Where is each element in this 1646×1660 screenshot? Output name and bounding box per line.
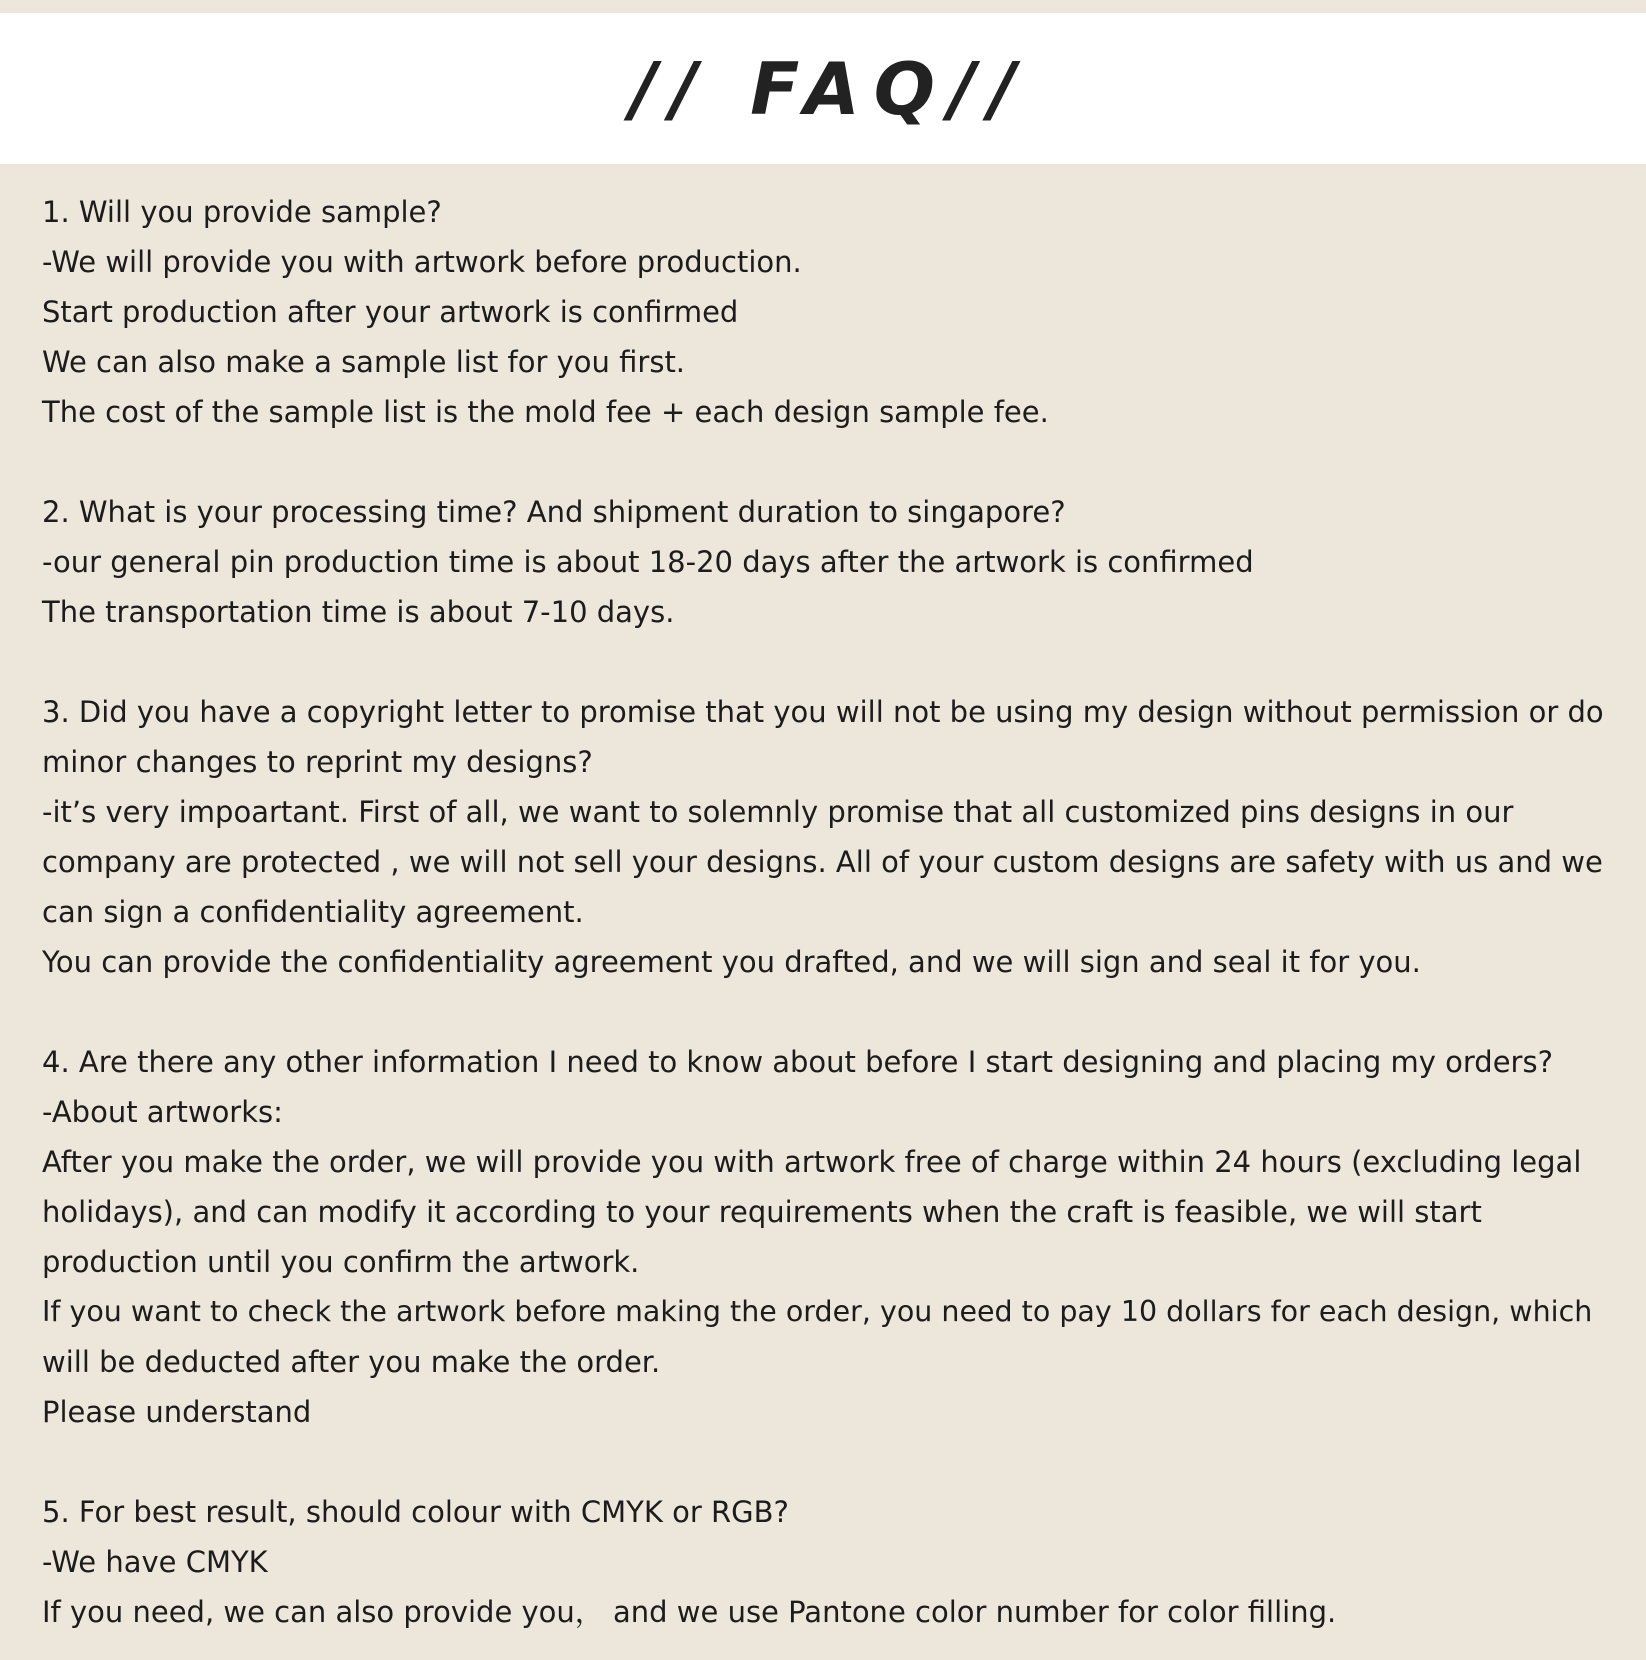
faq-answer-line: If you need, we can also provide you， and we use Pantone color number for color filling. xyxy=(42,1595,1337,1629)
header-banner xyxy=(0,13,1646,164)
faq-item-1 xyxy=(42,187,1607,437)
faq-answer-line: The transportation time is about 7-10 days. xyxy=(42,595,675,629)
faq-answer-line: holidays), and can modify it according to your requirements when the craft is feasible, we will start xyxy=(42,1195,1482,1229)
faq-content xyxy=(42,187,1607,1637)
faq-answer-line: -We will provide you with artwork before production. xyxy=(42,245,802,279)
faq-answer-line: -We have CMYK xyxy=(42,1545,268,1579)
faq-answer-line: You can provide the confidentiality agreement you drafted, and we will sign and seal it for you. xyxy=(42,945,1421,979)
faq-question: 5. For best result, should colour with CMYK or RGB? xyxy=(42,1495,789,1529)
faq-question: 3. Did you have a copyright letter to promise that you will not be using my design without permission or do xyxy=(42,695,1604,729)
page-title: // FAQ// xyxy=(630,46,1030,131)
faq-answer-line: -it’s very impoartant. First of all, we want to solemnly promise that all customized pins designs in our xyxy=(42,795,1514,829)
faq-question: 1. Will you provide sample? xyxy=(42,195,442,229)
faq-answer-line: If you want to check the artwork before making the order, you need to pay 10 dollars for each design, which xyxy=(42,1295,1593,1328)
faq-item-4 xyxy=(42,1037,1607,1437)
faq-answer-line: -About artworks: xyxy=(42,1095,283,1129)
faq-question: minor changes to reprint my designs? xyxy=(42,745,593,779)
faq-answer-line: The cost of the sample list is the mold fee + each design sample fee. xyxy=(42,395,1049,429)
top-strip xyxy=(0,0,1646,13)
faq-answer-line: Please understand xyxy=(42,1395,312,1429)
faq-answer-line: will be deducted after you make the order. xyxy=(42,1345,661,1379)
faq-answer-line: We can also make a sample list for you first. xyxy=(42,345,686,379)
faq-answer-line: After you make the order, we will provide you with artwork free of charge within 24 hours (excluding legal xyxy=(42,1145,1582,1179)
faq-answer-line: can sign a confidentiality agreement. xyxy=(42,895,584,929)
faq-item-2 xyxy=(42,487,1607,637)
faq-answer-line: Start production after your artwork is confirmed xyxy=(42,295,739,329)
faq-answer-line: production until you confirm the artwork. xyxy=(42,1245,640,1279)
faq-answer-line: company are protected , we will not sell your designs. All of your custom designs are safety with us and we xyxy=(42,845,1603,879)
faq-answer-line: -our general pin production time is about 18-20 days after the artwork is confirmed xyxy=(42,545,1254,579)
faq-item-3 xyxy=(42,687,1607,987)
faq-question: 2. What is your processing time? And shipment duration to singapore? xyxy=(42,495,1066,529)
faq-item-5 xyxy=(42,1487,1607,1637)
faq-question: 4. Are there any other information I need to know about before I start designing and placing my orders? xyxy=(42,1045,1553,1079)
